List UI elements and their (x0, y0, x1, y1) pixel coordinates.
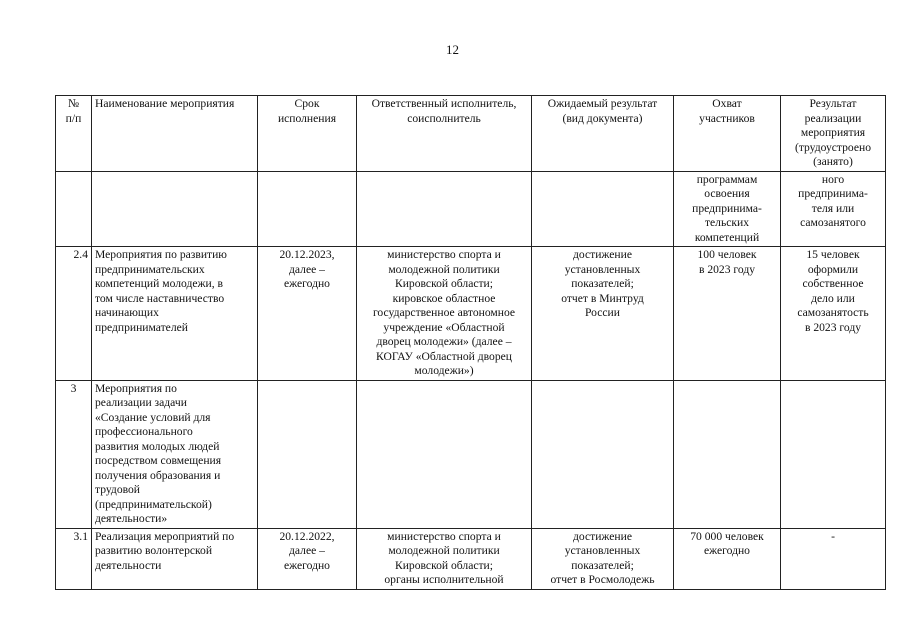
cell-name: Мероприятия по реализации задачи «Создание условий для профессионального развития молодых людей посредством совмещения получения образования и трудовой (предпринимательской) деятельности» (92, 380, 258, 528)
cell-responsible: министерство спорта и молодежной политики Кировской области; кировское областное государственное автономное учреждение «Областной дворец молодежи» (далее – КОГАУ «Областной дворец молодежи») (357, 247, 532, 381)
cell-term: 20.12.2022, далее – ежегодно (258, 528, 357, 589)
cell-coverage: 70 000 человек ежегодно (674, 528, 781, 589)
page-number: 12 (446, 42, 459, 57)
cell-coverage: 100 человек в 2023 году (674, 247, 781, 381)
cell-number (56, 171, 92, 247)
cell-result: достижение установленных показателей; отчет в Минтруд России (532, 247, 674, 381)
cell-outcome (781, 380, 886, 528)
cell-name: Реализация мероприятий по развитию волонтерской деятельности (92, 528, 258, 589)
cell-responsible (357, 380, 532, 528)
cell-term: 20.12.2023, далее – ежегодно (258, 247, 357, 381)
cell-responsible (357, 171, 532, 247)
table-row (56, 247, 886, 381)
header-cell-term: Срок исполнения (258, 96, 357, 172)
table-row (56, 171, 886, 247)
table-row (56, 380, 886, 528)
header-cell-responsible: Ответственный исполнитель, соисполнитель (357, 96, 532, 172)
header-cell-name: Наименование мероприятия (92, 96, 258, 172)
cell-number: 3.1 (56, 528, 92, 589)
header-cell-result: Ожидаемый результат (вид документа) (532, 96, 674, 172)
cell-name (92, 171, 258, 247)
cell-coverage: программам освоения предпринима- тельских компетенций (674, 171, 781, 247)
cell-outcome: ного предпринима- теля или самозанятого (781, 171, 886, 247)
cell-outcome: - (781, 528, 886, 589)
cell-responsible: министерство спорта и молодежной политики Кировской области; органы исполнительной (357, 528, 532, 589)
cell-result (532, 380, 674, 528)
header-cell-number: № п/п (56, 96, 92, 172)
cell-term (258, 171, 357, 247)
header-cell-outcome: Результат реализации мероприятия (трудоустроено (занято) (781, 96, 886, 172)
cell-name: Мероприятия по развитию предпринимательских компетенций молодежи, в том числе наставничество начинающих предпринимателей (92, 247, 258, 381)
cell-number: 3 (56, 380, 92, 528)
cell-term (258, 380, 357, 528)
cell-coverage (674, 380, 781, 528)
table-row (56, 528, 886, 589)
table-header-row (56, 96, 886, 172)
cell-result (532, 171, 674, 247)
cell-number: 2.4 (56, 247, 92, 381)
cell-result: достижение установленных показателей; отчет в Росмолодежь (532, 528, 674, 589)
cell-outcome: 15 человек оформили собственное дело или самозанятость в 2023 году (781, 247, 886, 381)
header-cell-coverage: Охват участников (674, 96, 781, 172)
plan-table (55, 95, 886, 590)
